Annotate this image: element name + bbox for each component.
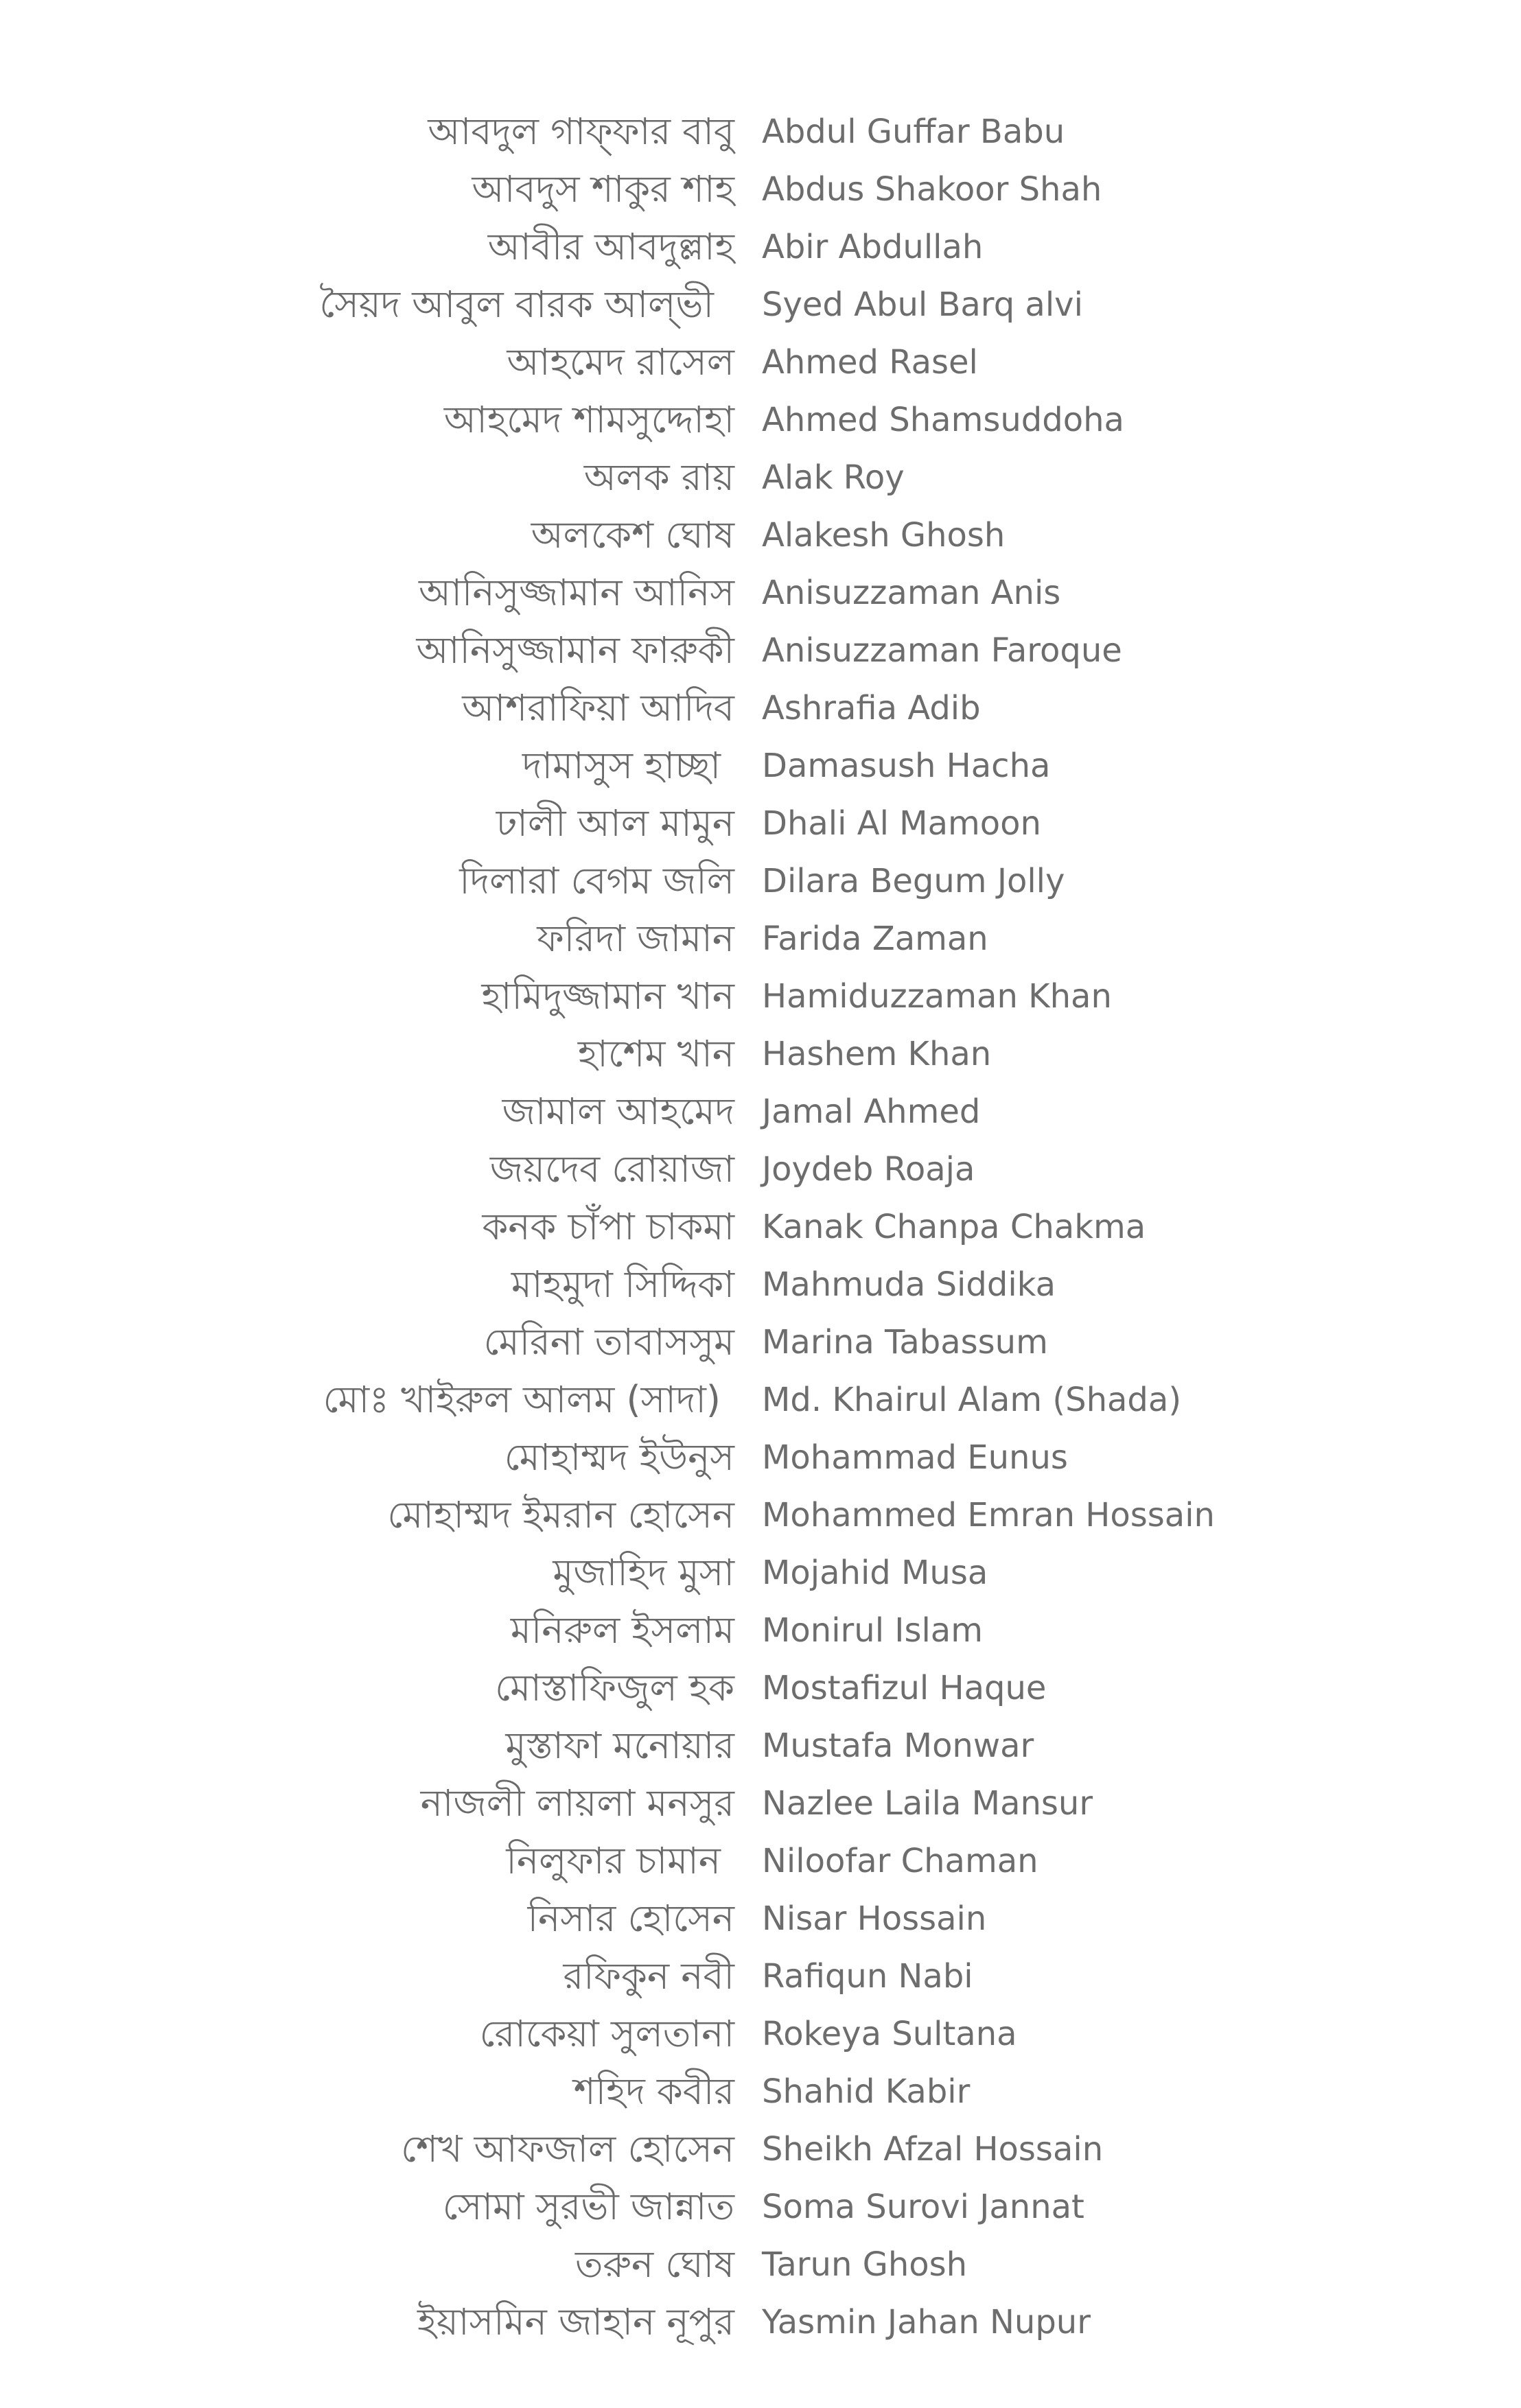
name-bengali: দিলারা বেগম জলি [459,859,734,902]
list-item [0,1088,1521,1146]
name-bengali: হাশেম খান [577,1032,734,1075]
name-bengali: তরুন ঘোষ [574,2243,734,2286]
name-bengali: মোঃ খাইরুল আলম (সাদা) [323,1378,721,1421]
name-english: Anisuzzaman Anis [762,574,1061,612]
name-english: Mojahid Musa [762,1554,988,1592]
name-bengali: নিলুফার চামান [506,1839,721,1882]
list-item [0,915,1521,973]
name-english: Mohammad Eunus [762,1438,1068,1477]
name-english: Kanak Chanpa Chakma [762,1208,1146,1246]
list-item [0,1377,1521,1434]
list-item [0,1492,1521,1550]
name-bengali: অলক রায় [583,456,734,499]
list-item [0,1607,1521,1665]
name-english: Shahid Kabir [762,2072,971,2111]
list-item [0,1550,1521,1607]
name-english: Alak Roy [762,458,905,497]
list-item [0,1204,1521,1261]
name-english: Alakesh Ghosh [762,516,1006,554]
name-bengali: কনক চাঁপা চাকমা [482,1205,734,1248]
list-item [0,743,1521,800]
name-english: Dhali Al Mamoon [762,804,1041,843]
list-item [0,397,1521,454]
list-item [0,1261,1521,1319]
name-bengali: ঢালী আল মামুন [496,802,734,845]
name-english: Farida Zaman [762,920,988,958]
name-bengali: শহিদ কবীর [573,2070,734,2113]
name-bengali: আনিসুজ্জামান ফারুকী [416,629,734,672]
name-english: Ashrafia Adib [762,689,981,727]
list-item [0,281,1521,339]
name-bengali: আহমেদ শামসুদ্দোহা [443,398,734,441]
list-item [0,1319,1521,1377]
list-item [0,166,1521,224]
name-english: Mustafa Monwar [762,1727,1034,1765]
name-bengali: রোকেয়া সুলতানা [479,2012,734,2055]
list-item [0,1434,1521,1492]
list-item [0,2126,1521,2184]
name-bengali: মেরিনা তাবাসসুম [483,1320,734,1364]
name-bengali: সৈয়দ আবুল বারক আল্ভী [319,283,714,326]
name-bengali: আশরাফিয়া আদিব [462,686,734,729]
name-bengali: অলকেশ ঘোষ [531,513,734,557]
name-english: Nazlee Laila Mansur [762,1784,1093,1823]
list-item [0,339,1521,397]
name-english: Mohammed Emran Hossain [762,1496,1215,1534]
name-bengali: সোমা সুরভী জান্নাত [442,2185,734,2228]
name-english: Jamal Ahmed [762,1092,981,1131]
name-english: Dilara Begum Jolly [762,862,1065,900]
list-item [0,1953,1521,2011]
name-english: Monirul Islam [762,1611,983,1650]
list-item [0,2011,1521,2068]
name-english: Marina Tabassum [762,1323,1048,1361]
name-bengali: আহমেদ রাসেল [507,340,734,384]
name-english: Syed Abul Barq alvi [762,285,1083,324]
list-item [0,1031,1521,1088]
name-english: Nisar Hossain [762,1899,987,1938]
name-bengali: মোহাম্মদ ইউনুস [504,1436,734,1479]
name-bengali: আবদুস শাকুর শাহ [472,167,734,211]
list-item [0,2241,1521,2299]
list-item [0,1146,1521,1204]
name-bengali: আবীর আবদুল্লাহ [487,225,734,268]
name-english: Rokeya Sultana [762,2015,1017,2053]
list-item [0,627,1521,685]
name-bengali: মোহাম্মদ ইমরান হোসেন [387,1493,734,1536]
list-item [0,454,1521,512]
list-item [0,973,1521,1031]
name-english: Md. Khairul Alam (Shada) [762,1381,1182,1419]
name-bengali: মোস্তাফিজুল হক [495,1666,734,1709]
name-english: Abdus Shakoor Shah [762,170,1102,209]
name-bengali: ফরিদা জামান [537,917,734,960]
list-item [0,1780,1521,1838]
name-bengali: মনিরুল ইসলাম [510,1609,734,1652]
name-english: Joydeb Roaja [762,1150,975,1189]
name-english: Hashem Khan [762,1035,992,1073]
name-english: Abir Abdullah [762,228,984,266]
name-english: Ahmed Shamsuddoha [762,401,1124,439]
list-item [0,108,1521,166]
name-english: Rafiqun Nabi [762,1957,973,1996]
list-item [0,685,1521,743]
name-bengali: মুস্তাফা মনোয়ার [505,1724,734,1767]
list-item [0,1838,1521,1895]
name-bengali: জামাল আহমেদ [502,1090,734,1133]
name-bengali: আবদুল গাফ্ফার বাবু [428,110,734,153]
list-item [0,1665,1521,1722]
name-bengali: জয়দেব রোয়াজা [489,1147,734,1191]
name-english: Ahmed Rasel [762,343,978,382]
list-item [0,1895,1521,1953]
list-item [0,858,1521,915]
name-english: Tarun Ghosh [762,2245,968,2284]
artist-name-list [0,108,1521,2357]
name-english: Sheikh Afzal Hossain [762,2130,1104,2169]
list-item [0,224,1521,281]
name-bengali: নিসার হোসেন [527,1897,734,1940]
name-bengali: আনিসুজ্জামান আনিস [418,571,734,614]
name-english: Hamiduzzaman Khan [762,977,1112,1016]
name-english: Mahmuda Siddika [762,1265,1056,1304]
list-item [0,512,1521,570]
name-english: Soma Surovi Jannat [762,2188,1084,2226]
name-bengali: শেখ আফজাল হোসেন [401,2127,734,2171]
name-bengali: নাজলী লায়লা মনসুর [420,1781,734,1825]
name-english: Niloofar Chaman [762,1842,1038,1880]
list-item [0,2299,1521,2357]
name-bengali: হামিদুজ্জামান খান [481,974,734,1018]
name-bengali: মাহমুদা সিদ্দিকা [511,1263,734,1306]
name-english: Damasush Hacha [762,747,1051,785]
list-item [0,1722,1521,1780]
list-item [0,2068,1521,2126]
name-bengali: মুজাহিদ মুসা [553,1551,734,1594]
name-english: Anisuzzaman Faroque [762,631,1122,670]
list-item [0,800,1521,858]
list-item [0,2184,1521,2241]
name-bengali: দামাসুস হাচ্ছা [522,744,721,787]
name-english: Abdul Guffar Babu [762,113,1065,151]
name-english: Yasmin Jahan Nupur [762,2303,1091,2341]
name-english: Mostafizul Haque [762,1669,1047,1707]
name-bengali: রফিকুন নবী [563,1954,734,1998]
list-item [0,570,1521,627]
name-bengali: ইয়াসমিন জাহান নূপুর [417,2300,734,2343]
